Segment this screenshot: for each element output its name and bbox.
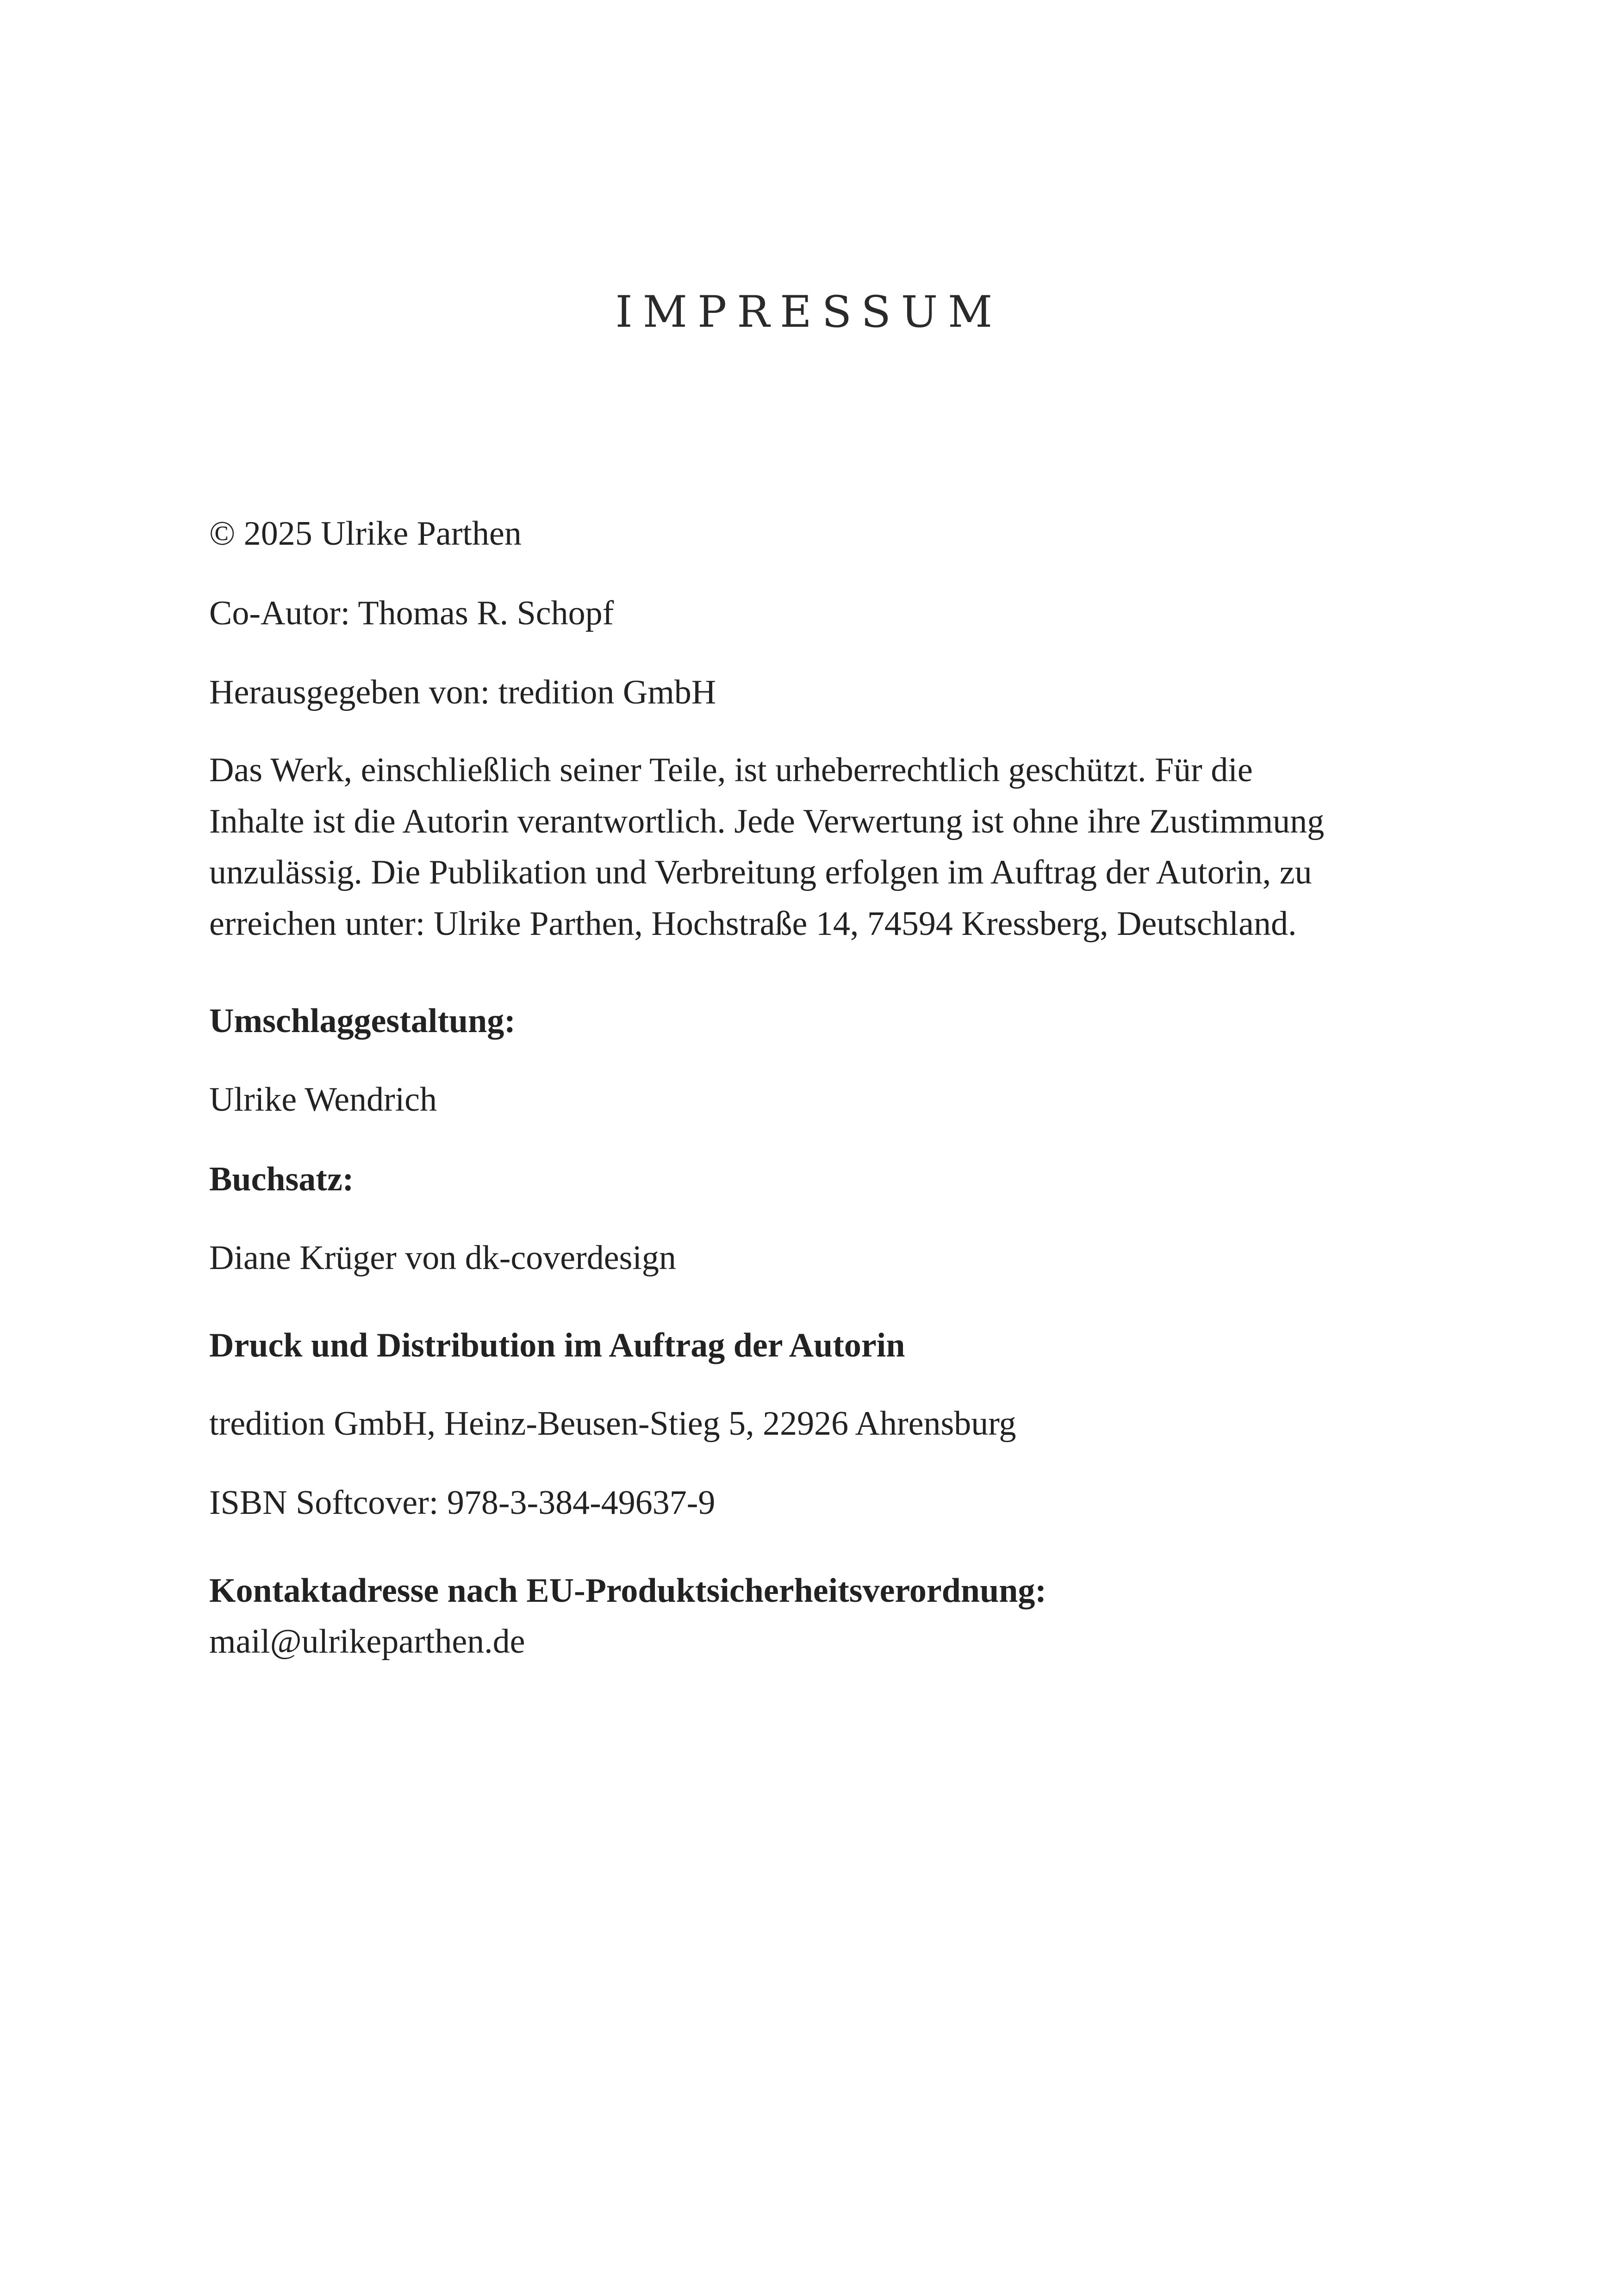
legal-line: erreichen unter: Ulrike Parthen, Hochstraße 14, 74594 Kressberg, Deutschland. [209, 904, 1297, 943]
contact-heading: Kontaktadresse nach EU-Produktsicherheitsverordnung: [209, 1572, 1047, 1610]
publisher-line: Herausgegeben von: tredition GmbH [209, 673, 716, 711]
isbn-line: ISBN Softcover: 978-3-384-49637-9 [209, 1484, 716, 1522]
contact-email: mail@ulrikeparthen.de [209, 1623, 525, 1661]
legal-line: Inhalte ist die Autorin verantwortlich. Jede Verwertung ist ohne ihre Zustimmung [209, 802, 1325, 840]
coauthor-line: Co-Autor: Thomas R. Schopf [209, 594, 614, 632]
page-title: IMPRESSUM [615, 287, 1003, 337]
typesetting-heading: Buchsatz: [209, 1160, 354, 1198]
legal-line: unzulässig. Die Publikation und Verbreitung erfolgen im Auftrag der Autorin, zu [209, 853, 1312, 891]
legal-line: Das Werk, einschließlich seiner Teile, ist urheberrechtlich geschützt. Für die [209, 751, 1253, 789]
cover-design-heading: Umschlaggestaltung: [209, 1002, 516, 1040]
typesetting-value: Diane Krüger von dk-coverdesign [209, 1239, 676, 1277]
printing-heading: Druck und Distribution im Auftrag der Autorin [209, 1326, 905, 1364]
cover-design-value: Ulrike Wendrich [209, 1081, 437, 1119]
copyright-line: © 2025 Ulrike Parthen [209, 515, 522, 553]
legal-paragraph [209, 745, 1422, 949]
printing-address: tredition GmbH, Heinz-Beusen-Stieg 5, 22926 Ahrensburg [209, 1405, 1016, 1443]
